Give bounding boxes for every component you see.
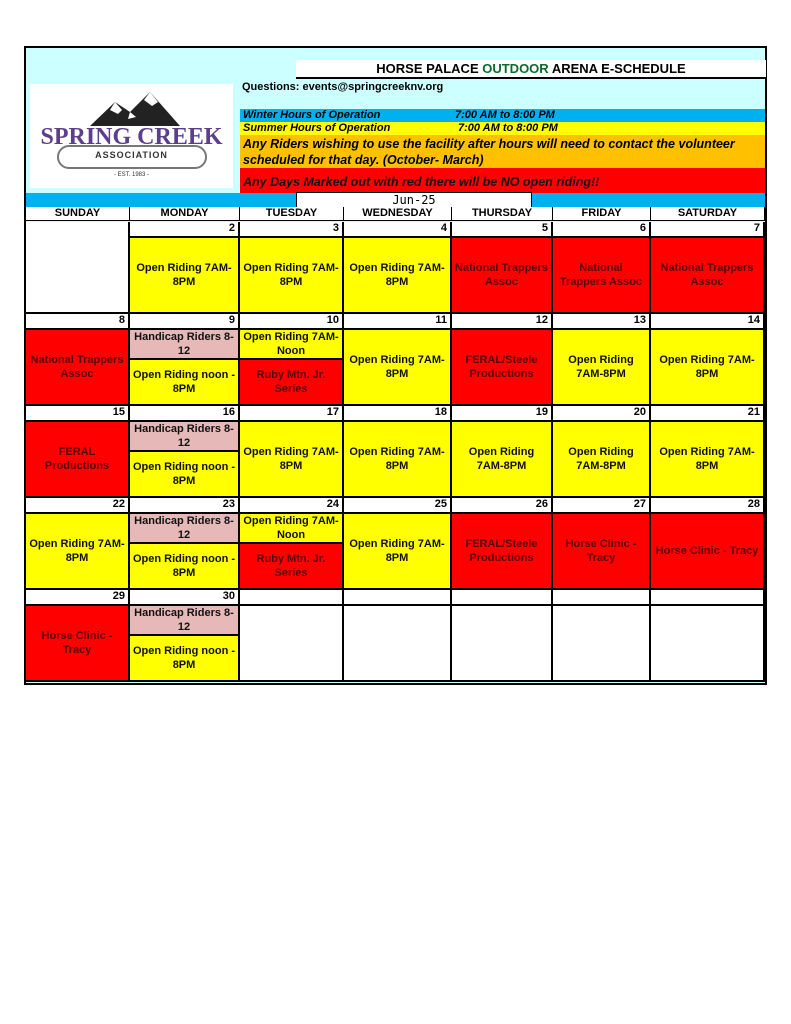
summer-hours-time: 7:00 AM to 8:00 PM [458, 122, 558, 134]
title-highlight: OUTDOOR [482, 61, 549, 76]
logo-name: SPRING CREEK [40, 124, 223, 150]
day-header-friday: FRIDAY [553, 207, 651, 221]
date-cell: 16 [130, 406, 240, 422]
date-cell: 17 [240, 406, 344, 422]
date-cell: 19 [452, 406, 553, 422]
title-suffix: ARENA E-SCHEDULE [548, 61, 686, 76]
date-cell: 28 [651, 498, 765, 514]
date-cell: 15 [26, 406, 130, 422]
date-cell: 18 [344, 406, 452, 422]
event-text: Open Riding 7AM-8PM [568, 354, 634, 380]
date-cell: 8 [26, 314, 130, 330]
date-cell: 23 [130, 498, 240, 514]
event-text: Ruby Mtn. Jr. Series [256, 553, 326, 579]
summer-hours-label: Summer Hours of Operation [243, 122, 391, 134]
title-prefix: HORSE PALACE [376, 61, 483, 76]
date-cell: 12 [452, 314, 553, 330]
event-text: Horse Clinic - Tracy [41, 630, 113, 656]
day-header-sunday: SUNDAY [26, 207, 130, 221]
event-text: Handicap Riders 8-12 [134, 331, 234, 357]
event-text: Open Riding 7AM-Noon [243, 515, 339, 541]
event-text: Open Riding 7AM-8PM [349, 446, 445, 472]
event-text: Ruby Mtn. Jr. Series [256, 369, 326, 395]
event-text: Open Riding 7AM-8PM [136, 262, 232, 288]
event-text: Open Riding 7AM-8PM [468, 446, 535, 472]
winter-hours-time: 7:00 AM to 8:00 PM [455, 109, 555, 121]
event-text: Open Riding 7AM-8PM [568, 446, 634, 472]
event-text: Horse Clinic - Tracy [565, 538, 637, 564]
summer-hours-row [240, 122, 765, 135]
event-text: Horse Clinic - Tracy [655, 545, 759, 557]
winter-hours-row [240, 109, 765, 122]
event-text: National Trappers Assoc [30, 354, 124, 380]
date-cell: 25 [344, 498, 452, 514]
date-cell: 3 [240, 222, 344, 238]
event-text: Open Riding noon - 8PM [132, 461, 236, 487]
date-cell: 7 [651, 222, 765, 238]
questions-email: Questions: events@springcreeknv.org [242, 81, 444, 93]
date-cell: 29 [26, 590, 130, 606]
date-cell: 10 [240, 314, 344, 330]
date-cell: 22 [26, 498, 130, 514]
logo-subtitle: ASSOCIATION [95, 150, 168, 160]
event-text: Handicap Riders 8-12 [134, 423, 234, 449]
event-text: Open Riding 7AM-8PM [659, 446, 755, 472]
date-cell: 6 [553, 222, 651, 238]
event-text: Open Riding 7AM-8PM [349, 538, 445, 564]
date-cell: 13 [553, 314, 651, 330]
date-cell: 26 [452, 498, 553, 514]
event-text: National Trappers Assoc [455, 262, 548, 288]
red-days-notice: Any Days Marked out with red there will be NO open riding!! [240, 168, 765, 193]
month-label: Jun-25 [296, 192, 532, 208]
event-text: Open Riding noon - 8PM [132, 645, 236, 671]
date-cell: 4 [344, 222, 452, 238]
date-cell: 14 [651, 314, 765, 330]
day-header-thursday: THURSDAY [452, 207, 553, 221]
event-text: Open Riding 7AM-8PM [659, 354, 755, 380]
date-cell: 21 [651, 406, 765, 422]
event-text: Handicap Riders 8-12 [134, 607, 234, 633]
logo-est: - EST. 1983 - [113, 172, 149, 178]
event-text: Open Riding 7AM-8PM [243, 262, 339, 288]
event-text: Open Riding 7AM-8PM [349, 262, 445, 288]
event-text: Open Riding 7AM-8PM [243, 446, 339, 472]
date-cell: 2 [130, 222, 240, 238]
event-text: FERAL/Steele Productions [465, 538, 538, 564]
page-title [296, 60, 766, 79]
winter-hours-label: Winter Hours of Operation [243, 109, 381, 121]
event-text: National Trappers Assoc [660, 262, 754, 288]
event-text: Handicap Riders 8-12 [134, 515, 234, 541]
date-cell: 30 [130, 590, 240, 606]
event-text: FERAL/Steele Productions [465, 354, 538, 380]
event-text: Open Riding noon - 8PM [132, 369, 236, 395]
date-cell: 5 [452, 222, 553, 238]
day-header-monday: MONDAY [130, 207, 240, 221]
event-text: National Trappers Assoc [559, 262, 643, 288]
day-header-saturday: SATURDAY [651, 207, 765, 221]
day-header-tuesday: TUESDAY [240, 207, 344, 221]
event-text: Open Riding 7AM-8PM [349, 354, 445, 380]
event-text: Open Riding 7AM-Noon [243, 331, 339, 357]
date-cell: 27 [553, 498, 651, 514]
after-hours-notice: Any Riders wishing to use the facility after hours will need to contact the volunteer scheduled for that day. (October- March) [240, 135, 765, 168]
event-text: FERAL Productions [44, 446, 110, 472]
event-text: Open Riding 7AM-8PM [29, 538, 125, 564]
event-text: Open Riding noon - 8PM [132, 553, 236, 579]
date-cell: 20 [553, 406, 651, 422]
date-cell: 9 [130, 314, 240, 330]
spring-creek-logo [30, 84, 233, 188]
date-cell: 11 [344, 314, 452, 330]
date-cell: 24 [240, 498, 344, 514]
day-header-wednesday: WEDNESDAY [344, 207, 452, 221]
